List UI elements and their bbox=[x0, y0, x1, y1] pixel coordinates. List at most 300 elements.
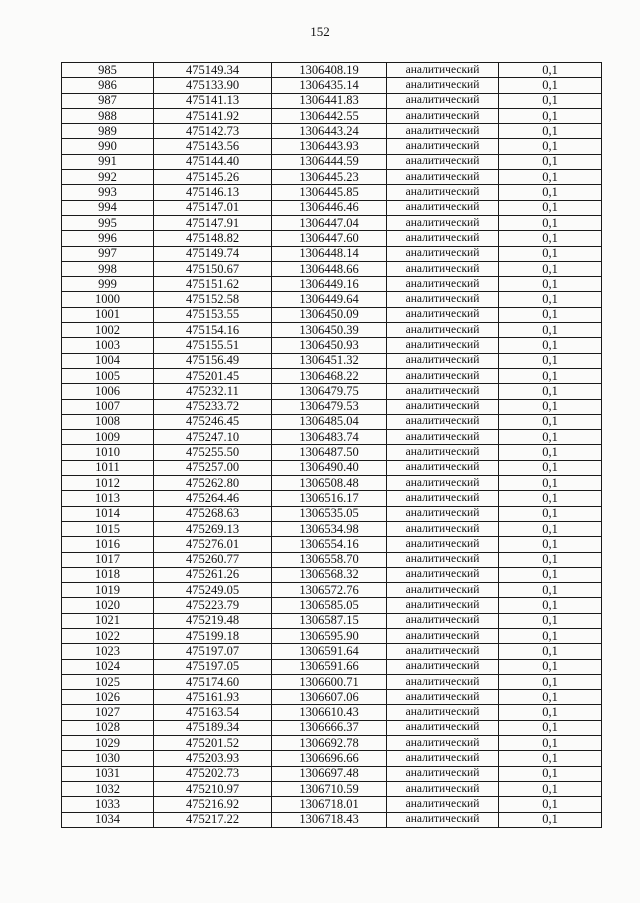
point-number-cell: 998 bbox=[62, 261, 154, 276]
y-coordinate-cell: 1306595.90 bbox=[272, 628, 387, 643]
x-coordinate-cell: 475201.45 bbox=[154, 368, 272, 383]
y-coordinate-cell: 1306585.05 bbox=[272, 598, 387, 613]
accuracy-cell: 0,1 bbox=[499, 613, 602, 628]
table-row bbox=[62, 124, 602, 139]
method-cell: аналитический bbox=[387, 705, 499, 720]
method-cell: аналитический bbox=[387, 261, 499, 276]
table-row bbox=[62, 323, 602, 338]
x-coordinate-cell: 475151.62 bbox=[154, 277, 272, 292]
x-coordinate-cell: 475197.07 bbox=[154, 644, 272, 659]
point-number-cell: 1029 bbox=[62, 736, 154, 751]
accuracy-cell: 0,1 bbox=[499, 552, 602, 567]
method-cell: аналитический bbox=[387, 368, 499, 383]
accuracy-cell: 0,1 bbox=[499, 414, 602, 429]
table-row bbox=[62, 338, 602, 353]
method-cell: аналитический bbox=[387, 93, 499, 108]
point-number-cell: 1013 bbox=[62, 491, 154, 506]
point-number-cell: 996 bbox=[62, 231, 154, 246]
point-number-cell: 999 bbox=[62, 277, 154, 292]
table-row bbox=[62, 613, 602, 628]
table-row bbox=[62, 781, 602, 796]
accuracy-cell: 0,1 bbox=[499, 674, 602, 689]
method-cell: аналитический bbox=[387, 567, 499, 582]
method-cell: аналитический bbox=[387, 644, 499, 659]
method-cell: аналитический bbox=[387, 751, 499, 766]
table-row bbox=[62, 567, 602, 582]
x-coordinate-cell: 475260.77 bbox=[154, 552, 272, 567]
table-row bbox=[62, 460, 602, 475]
point-number-cell: 1011 bbox=[62, 460, 154, 475]
table-row bbox=[62, 628, 602, 643]
x-coordinate-cell: 475255.50 bbox=[154, 445, 272, 460]
x-coordinate-cell: 475163.54 bbox=[154, 705, 272, 720]
x-coordinate-cell: 475156.49 bbox=[154, 353, 272, 368]
point-number-cell: 1017 bbox=[62, 552, 154, 567]
method-cell: аналитический bbox=[387, 506, 499, 521]
y-coordinate-cell: 1306600.71 bbox=[272, 674, 387, 689]
accuracy-cell: 0,1 bbox=[499, 583, 602, 598]
point-number-cell: 991 bbox=[62, 154, 154, 169]
table-row bbox=[62, 108, 602, 123]
y-coordinate-cell: 1306718.43 bbox=[272, 812, 387, 827]
x-coordinate-cell: 475276.01 bbox=[154, 537, 272, 552]
x-coordinate-cell: 475150.67 bbox=[154, 261, 272, 276]
point-number-cell: 1000 bbox=[62, 292, 154, 307]
x-coordinate-cell: 475144.40 bbox=[154, 154, 272, 169]
accuracy-cell: 0,1 bbox=[499, 139, 602, 154]
accuracy-cell: 0,1 bbox=[499, 521, 602, 536]
method-cell: аналитический bbox=[387, 246, 499, 261]
y-coordinate-cell: 1306534.98 bbox=[272, 521, 387, 536]
page-number: 152 bbox=[310, 24, 330, 39]
table-row bbox=[62, 766, 602, 781]
y-coordinate-cell: 1306696.66 bbox=[272, 751, 387, 766]
point-number-cell: 988 bbox=[62, 108, 154, 123]
table-row bbox=[62, 537, 602, 552]
point-number-cell: 994 bbox=[62, 200, 154, 215]
table-row bbox=[62, 583, 602, 598]
method-cell: аналитический bbox=[387, 598, 499, 613]
table-row bbox=[62, 644, 602, 659]
table-row bbox=[62, 720, 602, 735]
x-coordinate-cell: 475233.72 bbox=[154, 399, 272, 414]
accuracy-cell: 0,1 bbox=[499, 430, 602, 445]
accuracy-cell: 0,1 bbox=[499, 246, 602, 261]
x-coordinate-cell: 475154.16 bbox=[154, 323, 272, 338]
method-cell: аналитический bbox=[387, 124, 499, 139]
method-cell: аналитический bbox=[387, 78, 499, 93]
y-coordinate-cell: 1306450.09 bbox=[272, 307, 387, 322]
accuracy-cell: 0,1 bbox=[499, 705, 602, 720]
table-row bbox=[62, 521, 602, 536]
y-coordinate-cell: 1306479.75 bbox=[272, 384, 387, 399]
y-coordinate-cell: 1306448.14 bbox=[272, 246, 387, 261]
point-number-cell: 1005 bbox=[62, 368, 154, 383]
method-cell: аналитический bbox=[387, 384, 499, 399]
point-number-cell: 1030 bbox=[62, 751, 154, 766]
table-row bbox=[62, 200, 602, 215]
accuracy-cell: 0,1 bbox=[499, 781, 602, 796]
method-cell: аналитический bbox=[387, 491, 499, 506]
table-row bbox=[62, 736, 602, 751]
accuracy-cell: 0,1 bbox=[499, 124, 602, 139]
table-row bbox=[62, 63, 602, 78]
coordinates-table bbox=[61, 62, 602, 828]
table-row bbox=[62, 812, 602, 827]
accuracy-cell: 0,1 bbox=[499, 766, 602, 781]
x-coordinate-cell: 475261.26 bbox=[154, 567, 272, 582]
point-number-cell: 1028 bbox=[62, 720, 154, 735]
y-coordinate-cell: 1306442.55 bbox=[272, 108, 387, 123]
accuracy-cell: 0,1 bbox=[499, 78, 602, 93]
method-cell: аналитический bbox=[387, 521, 499, 536]
accuracy-cell: 0,1 bbox=[499, 736, 602, 751]
accuracy-cell: 0,1 bbox=[499, 231, 602, 246]
point-number-cell: 993 bbox=[62, 185, 154, 200]
point-number-cell: 990 bbox=[62, 139, 154, 154]
table-row bbox=[62, 430, 602, 445]
table-row bbox=[62, 261, 602, 276]
table-row bbox=[62, 659, 602, 674]
accuracy-cell: 0,1 bbox=[499, 445, 602, 460]
table-row bbox=[62, 231, 602, 246]
method-cell: аналитический bbox=[387, 231, 499, 246]
accuracy-cell: 0,1 bbox=[499, 215, 602, 230]
point-number-cell: 1008 bbox=[62, 414, 154, 429]
x-coordinate-cell: 475257.00 bbox=[154, 460, 272, 475]
x-coordinate-cell: 475264.46 bbox=[154, 491, 272, 506]
point-number-cell: 1034 bbox=[62, 812, 154, 827]
x-coordinate-cell: 475216.92 bbox=[154, 797, 272, 812]
y-coordinate-cell: 1306445.23 bbox=[272, 170, 387, 185]
x-coordinate-cell: 475189.34 bbox=[154, 720, 272, 735]
accuracy-cell: 0,1 bbox=[499, 797, 602, 812]
x-coordinate-cell: 475155.51 bbox=[154, 338, 272, 353]
point-number-cell: 1023 bbox=[62, 644, 154, 659]
x-coordinate-cell: 475148.82 bbox=[154, 231, 272, 246]
y-coordinate-cell: 1306554.16 bbox=[272, 537, 387, 552]
x-coordinate-cell: 475152.58 bbox=[154, 292, 272, 307]
accuracy-cell: 0,1 bbox=[499, 323, 602, 338]
x-coordinate-cell: 475201.52 bbox=[154, 736, 272, 751]
x-coordinate-cell: 475199.18 bbox=[154, 628, 272, 643]
accuracy-cell: 0,1 bbox=[499, 659, 602, 674]
x-coordinate-cell: 475174.60 bbox=[154, 674, 272, 689]
method-cell: аналитический bbox=[387, 414, 499, 429]
accuracy-cell: 0,1 bbox=[499, 751, 602, 766]
y-coordinate-cell: 1306445.85 bbox=[272, 185, 387, 200]
table-row bbox=[62, 368, 602, 383]
x-coordinate-cell: 475141.13 bbox=[154, 93, 272, 108]
accuracy-cell: 0,1 bbox=[499, 185, 602, 200]
accuracy-cell: 0,1 bbox=[499, 261, 602, 276]
method-cell: аналитический bbox=[387, 720, 499, 735]
accuracy-cell: 0,1 bbox=[499, 720, 602, 735]
table-row bbox=[62, 307, 602, 322]
method-cell: аналитический bbox=[387, 63, 499, 78]
point-number-cell: 1026 bbox=[62, 690, 154, 705]
y-coordinate-cell: 1306450.93 bbox=[272, 338, 387, 353]
x-coordinate-cell: 475203.93 bbox=[154, 751, 272, 766]
point-number-cell: 987 bbox=[62, 93, 154, 108]
table-row bbox=[62, 399, 602, 414]
method-cell: аналитический bbox=[387, 185, 499, 200]
y-coordinate-cell: 1306490.40 bbox=[272, 460, 387, 475]
method-cell: аналитический bbox=[387, 353, 499, 368]
y-coordinate-cell: 1306444.59 bbox=[272, 154, 387, 169]
table-row bbox=[62, 78, 602, 93]
y-coordinate-cell: 1306710.59 bbox=[272, 781, 387, 796]
method-cell: аналитический bbox=[387, 430, 499, 445]
table-row bbox=[62, 598, 602, 613]
accuracy-cell: 0,1 bbox=[499, 368, 602, 383]
method-cell: аналитический bbox=[387, 292, 499, 307]
method-cell: аналитический bbox=[387, 277, 499, 292]
table-row bbox=[62, 170, 602, 185]
method-cell: аналитический bbox=[387, 659, 499, 674]
point-number-cell: 989 bbox=[62, 124, 154, 139]
coordinates-table-body bbox=[62, 63, 602, 828]
point-number-cell: 1027 bbox=[62, 705, 154, 720]
method-cell: аналитический bbox=[387, 323, 499, 338]
y-coordinate-cell: 1306666.37 bbox=[272, 720, 387, 735]
x-coordinate-cell: 475232.11 bbox=[154, 384, 272, 399]
method-cell: аналитический bbox=[387, 200, 499, 215]
x-coordinate-cell: 475247.10 bbox=[154, 430, 272, 445]
point-number-cell: 1032 bbox=[62, 781, 154, 796]
table-row bbox=[62, 154, 602, 169]
method-cell: аналитический bbox=[387, 215, 499, 230]
x-coordinate-cell: 475161.93 bbox=[154, 690, 272, 705]
accuracy-cell: 0,1 bbox=[499, 338, 602, 353]
accuracy-cell: 0,1 bbox=[499, 644, 602, 659]
method-cell: аналитический bbox=[387, 338, 499, 353]
x-coordinate-cell: 475217.22 bbox=[154, 812, 272, 827]
x-coordinate-cell: 475143.56 bbox=[154, 139, 272, 154]
x-coordinate-cell: 475197.05 bbox=[154, 659, 272, 674]
point-number-cell: 1004 bbox=[62, 353, 154, 368]
method-cell: аналитический bbox=[387, 460, 499, 475]
x-coordinate-cell: 475145.26 bbox=[154, 170, 272, 185]
x-coordinate-cell: 475149.34 bbox=[154, 63, 272, 78]
x-coordinate-cell: 475219.48 bbox=[154, 613, 272, 628]
table-row bbox=[62, 215, 602, 230]
y-coordinate-cell: 1306451.32 bbox=[272, 353, 387, 368]
table-row bbox=[62, 491, 602, 506]
x-coordinate-cell: 475147.91 bbox=[154, 215, 272, 230]
x-coordinate-cell: 475262.80 bbox=[154, 476, 272, 491]
method-cell: аналитический bbox=[387, 139, 499, 154]
point-number-cell: 1014 bbox=[62, 506, 154, 521]
table-row bbox=[62, 552, 602, 567]
y-coordinate-cell: 1306435.14 bbox=[272, 78, 387, 93]
y-coordinate-cell: 1306447.60 bbox=[272, 231, 387, 246]
accuracy-cell: 0,1 bbox=[499, 353, 602, 368]
table-row bbox=[62, 690, 602, 705]
x-coordinate-cell: 475210.97 bbox=[154, 781, 272, 796]
y-coordinate-cell: 1306449.16 bbox=[272, 277, 387, 292]
y-coordinate-cell: 1306718.01 bbox=[272, 797, 387, 812]
table-row bbox=[62, 797, 602, 812]
accuracy-cell: 0,1 bbox=[499, 537, 602, 552]
accuracy-cell: 0,1 bbox=[499, 399, 602, 414]
method-cell: аналитический bbox=[387, 781, 499, 796]
y-coordinate-cell: 1306535.05 bbox=[272, 506, 387, 521]
y-coordinate-cell: 1306572.76 bbox=[272, 583, 387, 598]
y-coordinate-cell: 1306443.24 bbox=[272, 124, 387, 139]
y-coordinate-cell: 1306692.78 bbox=[272, 736, 387, 751]
table-row bbox=[62, 506, 602, 521]
y-coordinate-cell: 1306591.64 bbox=[272, 644, 387, 659]
method-cell: аналитический bbox=[387, 736, 499, 751]
table-row bbox=[62, 292, 602, 307]
method-cell: аналитический bbox=[387, 812, 499, 827]
method-cell: аналитический bbox=[387, 445, 499, 460]
table-row bbox=[62, 353, 602, 368]
method-cell: аналитический bbox=[387, 797, 499, 812]
y-coordinate-cell: 1306450.39 bbox=[272, 323, 387, 338]
point-number-cell: 1006 bbox=[62, 384, 154, 399]
table-row bbox=[62, 476, 602, 491]
table-row bbox=[62, 93, 602, 108]
point-number-cell: 1019 bbox=[62, 583, 154, 598]
table-row bbox=[62, 751, 602, 766]
point-number-cell: 1001 bbox=[62, 307, 154, 322]
y-coordinate-cell: 1306697.48 bbox=[272, 766, 387, 781]
point-number-cell: 1010 bbox=[62, 445, 154, 460]
accuracy-cell: 0,1 bbox=[499, 63, 602, 78]
accuracy-cell: 0,1 bbox=[499, 170, 602, 185]
x-coordinate-cell: 475147.01 bbox=[154, 200, 272, 215]
method-cell: аналитический bbox=[387, 674, 499, 689]
accuracy-cell: 0,1 bbox=[499, 567, 602, 582]
accuracy-cell: 0,1 bbox=[499, 812, 602, 827]
point-number-cell: 1033 bbox=[62, 797, 154, 812]
y-coordinate-cell: 1306587.15 bbox=[272, 613, 387, 628]
point-number-cell: 1007 bbox=[62, 399, 154, 414]
accuracy-cell: 0,1 bbox=[499, 108, 602, 123]
method-cell: аналитический bbox=[387, 307, 499, 322]
method-cell: аналитический bbox=[387, 552, 499, 567]
table-row bbox=[62, 445, 602, 460]
table-row bbox=[62, 246, 602, 261]
method-cell: аналитический bbox=[387, 170, 499, 185]
accuracy-cell: 0,1 bbox=[499, 292, 602, 307]
x-coordinate-cell: 475223.79 bbox=[154, 598, 272, 613]
y-coordinate-cell: 1306443.93 bbox=[272, 139, 387, 154]
x-coordinate-cell: 475133.90 bbox=[154, 78, 272, 93]
y-coordinate-cell: 1306447.04 bbox=[272, 215, 387, 230]
point-number-cell: 992 bbox=[62, 170, 154, 185]
accuracy-cell: 0,1 bbox=[499, 598, 602, 613]
x-coordinate-cell: 475249.05 bbox=[154, 583, 272, 598]
x-coordinate-cell: 475268.63 bbox=[154, 506, 272, 521]
x-coordinate-cell: 475246.45 bbox=[154, 414, 272, 429]
y-coordinate-cell: 1306408.19 bbox=[272, 63, 387, 78]
method-cell: аналитический bbox=[387, 108, 499, 123]
x-coordinate-cell: 475146.13 bbox=[154, 185, 272, 200]
accuracy-cell: 0,1 bbox=[499, 690, 602, 705]
method-cell: аналитический bbox=[387, 537, 499, 552]
point-number-cell: 1022 bbox=[62, 628, 154, 643]
x-coordinate-cell: 475202.73 bbox=[154, 766, 272, 781]
x-coordinate-cell: 475153.55 bbox=[154, 307, 272, 322]
method-cell: аналитический bbox=[387, 690, 499, 705]
y-coordinate-cell: 1306483.74 bbox=[272, 430, 387, 445]
accuracy-cell: 0,1 bbox=[499, 460, 602, 475]
table-row bbox=[62, 674, 602, 689]
point-number-cell: 986 bbox=[62, 78, 154, 93]
point-number-cell: 995 bbox=[62, 215, 154, 230]
y-coordinate-cell: 1306449.64 bbox=[272, 292, 387, 307]
table-row bbox=[62, 384, 602, 399]
accuracy-cell: 0,1 bbox=[499, 154, 602, 169]
y-coordinate-cell: 1306610.43 bbox=[272, 705, 387, 720]
y-coordinate-cell: 1306508.48 bbox=[272, 476, 387, 491]
table-row bbox=[62, 139, 602, 154]
point-number-cell: 997 bbox=[62, 246, 154, 261]
y-coordinate-cell: 1306441.83 bbox=[272, 93, 387, 108]
method-cell: аналитический bbox=[387, 476, 499, 491]
point-number-cell: 1020 bbox=[62, 598, 154, 613]
y-coordinate-cell: 1306479.53 bbox=[272, 399, 387, 414]
accuracy-cell: 0,1 bbox=[499, 476, 602, 491]
table-row bbox=[62, 705, 602, 720]
x-coordinate-cell: 475149.74 bbox=[154, 246, 272, 261]
y-coordinate-cell: 1306468.22 bbox=[272, 368, 387, 383]
point-number-cell: 1015 bbox=[62, 521, 154, 536]
table-row bbox=[62, 185, 602, 200]
x-coordinate-cell: 475142.73 bbox=[154, 124, 272, 139]
method-cell: аналитический bbox=[387, 766, 499, 781]
accuracy-cell: 0,1 bbox=[499, 628, 602, 643]
point-number-cell: 1009 bbox=[62, 430, 154, 445]
method-cell: аналитический bbox=[387, 628, 499, 643]
accuracy-cell: 0,1 bbox=[499, 384, 602, 399]
point-number-cell: 1002 bbox=[62, 323, 154, 338]
y-coordinate-cell: 1306607.06 bbox=[272, 690, 387, 705]
y-coordinate-cell: 1306446.46 bbox=[272, 200, 387, 215]
table-row bbox=[62, 277, 602, 292]
point-number-cell: 1012 bbox=[62, 476, 154, 491]
y-coordinate-cell: 1306558.70 bbox=[272, 552, 387, 567]
method-cell: аналитический bbox=[387, 154, 499, 169]
accuracy-cell: 0,1 bbox=[499, 307, 602, 322]
point-number-cell: 1003 bbox=[62, 338, 154, 353]
y-coordinate-cell: 1306591.66 bbox=[272, 659, 387, 674]
point-number-cell: 985 bbox=[62, 63, 154, 78]
point-number-cell: 1016 bbox=[62, 537, 154, 552]
point-number-cell: 1021 bbox=[62, 613, 154, 628]
method-cell: аналитический bbox=[387, 613, 499, 628]
y-coordinate-cell: 1306487.50 bbox=[272, 445, 387, 460]
point-number-cell: 1031 bbox=[62, 766, 154, 781]
method-cell: аналитический bbox=[387, 583, 499, 598]
y-coordinate-cell: 1306568.32 bbox=[272, 567, 387, 582]
y-coordinate-cell: 1306516.17 bbox=[272, 491, 387, 506]
y-coordinate-cell: 1306485.04 bbox=[272, 414, 387, 429]
accuracy-cell: 0,1 bbox=[499, 200, 602, 215]
table-row bbox=[62, 414, 602, 429]
method-cell: аналитический bbox=[387, 399, 499, 414]
point-number-cell: 1025 bbox=[62, 674, 154, 689]
x-coordinate-cell: 475141.92 bbox=[154, 108, 272, 123]
accuracy-cell: 0,1 bbox=[499, 506, 602, 521]
x-coordinate-cell: 475269.13 bbox=[154, 521, 272, 536]
accuracy-cell: 0,1 bbox=[499, 491, 602, 506]
y-coordinate-cell: 1306448.66 bbox=[272, 261, 387, 276]
accuracy-cell: 0,1 bbox=[499, 93, 602, 108]
